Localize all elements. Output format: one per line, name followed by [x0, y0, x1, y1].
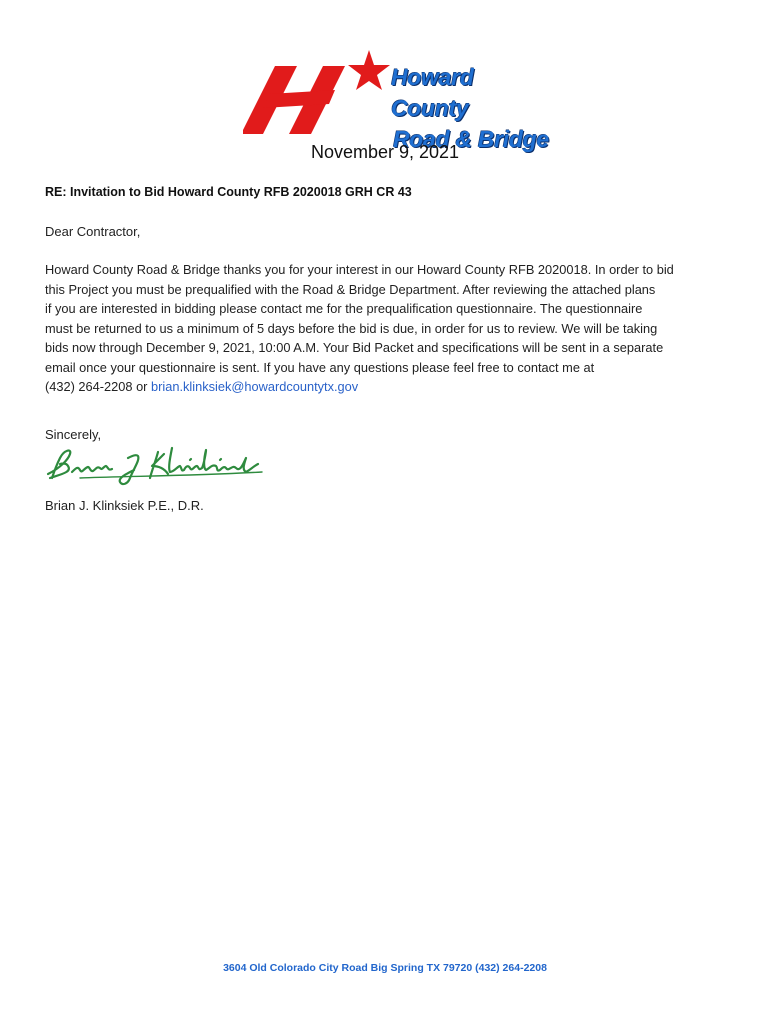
body-line: bids now through December 9, 2021, 10:00 A.M. Your Bid Packet and specifications will be sent in a separate [45, 340, 664, 355]
closing: Sincerely, [45, 427, 102, 442]
footer-address: 3604 Old Colorado City Road Big Spring TX 79720 (432) 264-2208 [223, 962, 547, 974]
body-line: must be returned to us a minimum of 5 days before the bid is due, in order for us to review. We will be taking [45, 320, 658, 336]
logo-line-1: Howard County [391, 64, 474, 121]
logo-line-2: Road & Bridge [393, 126, 549, 152]
body-line: Howard County Road & Bridge thanks you for your interest in our Howard County RFB 2020018. In order to bid [45, 262, 674, 277]
h-letter-icon [243, 66, 345, 134]
contact-line [45, 377, 735, 397]
letter-body [45, 260, 735, 397]
star-icon [348, 50, 390, 90]
body-line: if you are interested in bidding please contact me for the prequalification questionnaire. The questionnaire [45, 301, 643, 316]
signer-name: Brian J. Klinksiek P.E., D.R. [45, 498, 204, 513]
h-star-logo-mark [243, 48, 393, 138]
letter-date: November 9, 2021 [310, 142, 460, 162]
body-line: this Project you must be prequalified with the Road & Bridge Department. After reviewing the attached plans [45, 281, 656, 297]
email-link[interactable]: brian.klinksiek@howardcountytx.gov [151, 379, 359, 394]
phone-number: (432) 264-2208 or [45, 379, 151, 394]
subject-line: RE: Invitation to Bid Howard County RFB 2020018 GRH CR 43 [45, 185, 412, 199]
handwritten-signature [40, 438, 270, 488]
salutation: Dear Contractor, [45, 224, 141, 239]
body-line: email once your questionnaire is sent. If you have any questions please feel free to contact me at [45, 359, 595, 375]
